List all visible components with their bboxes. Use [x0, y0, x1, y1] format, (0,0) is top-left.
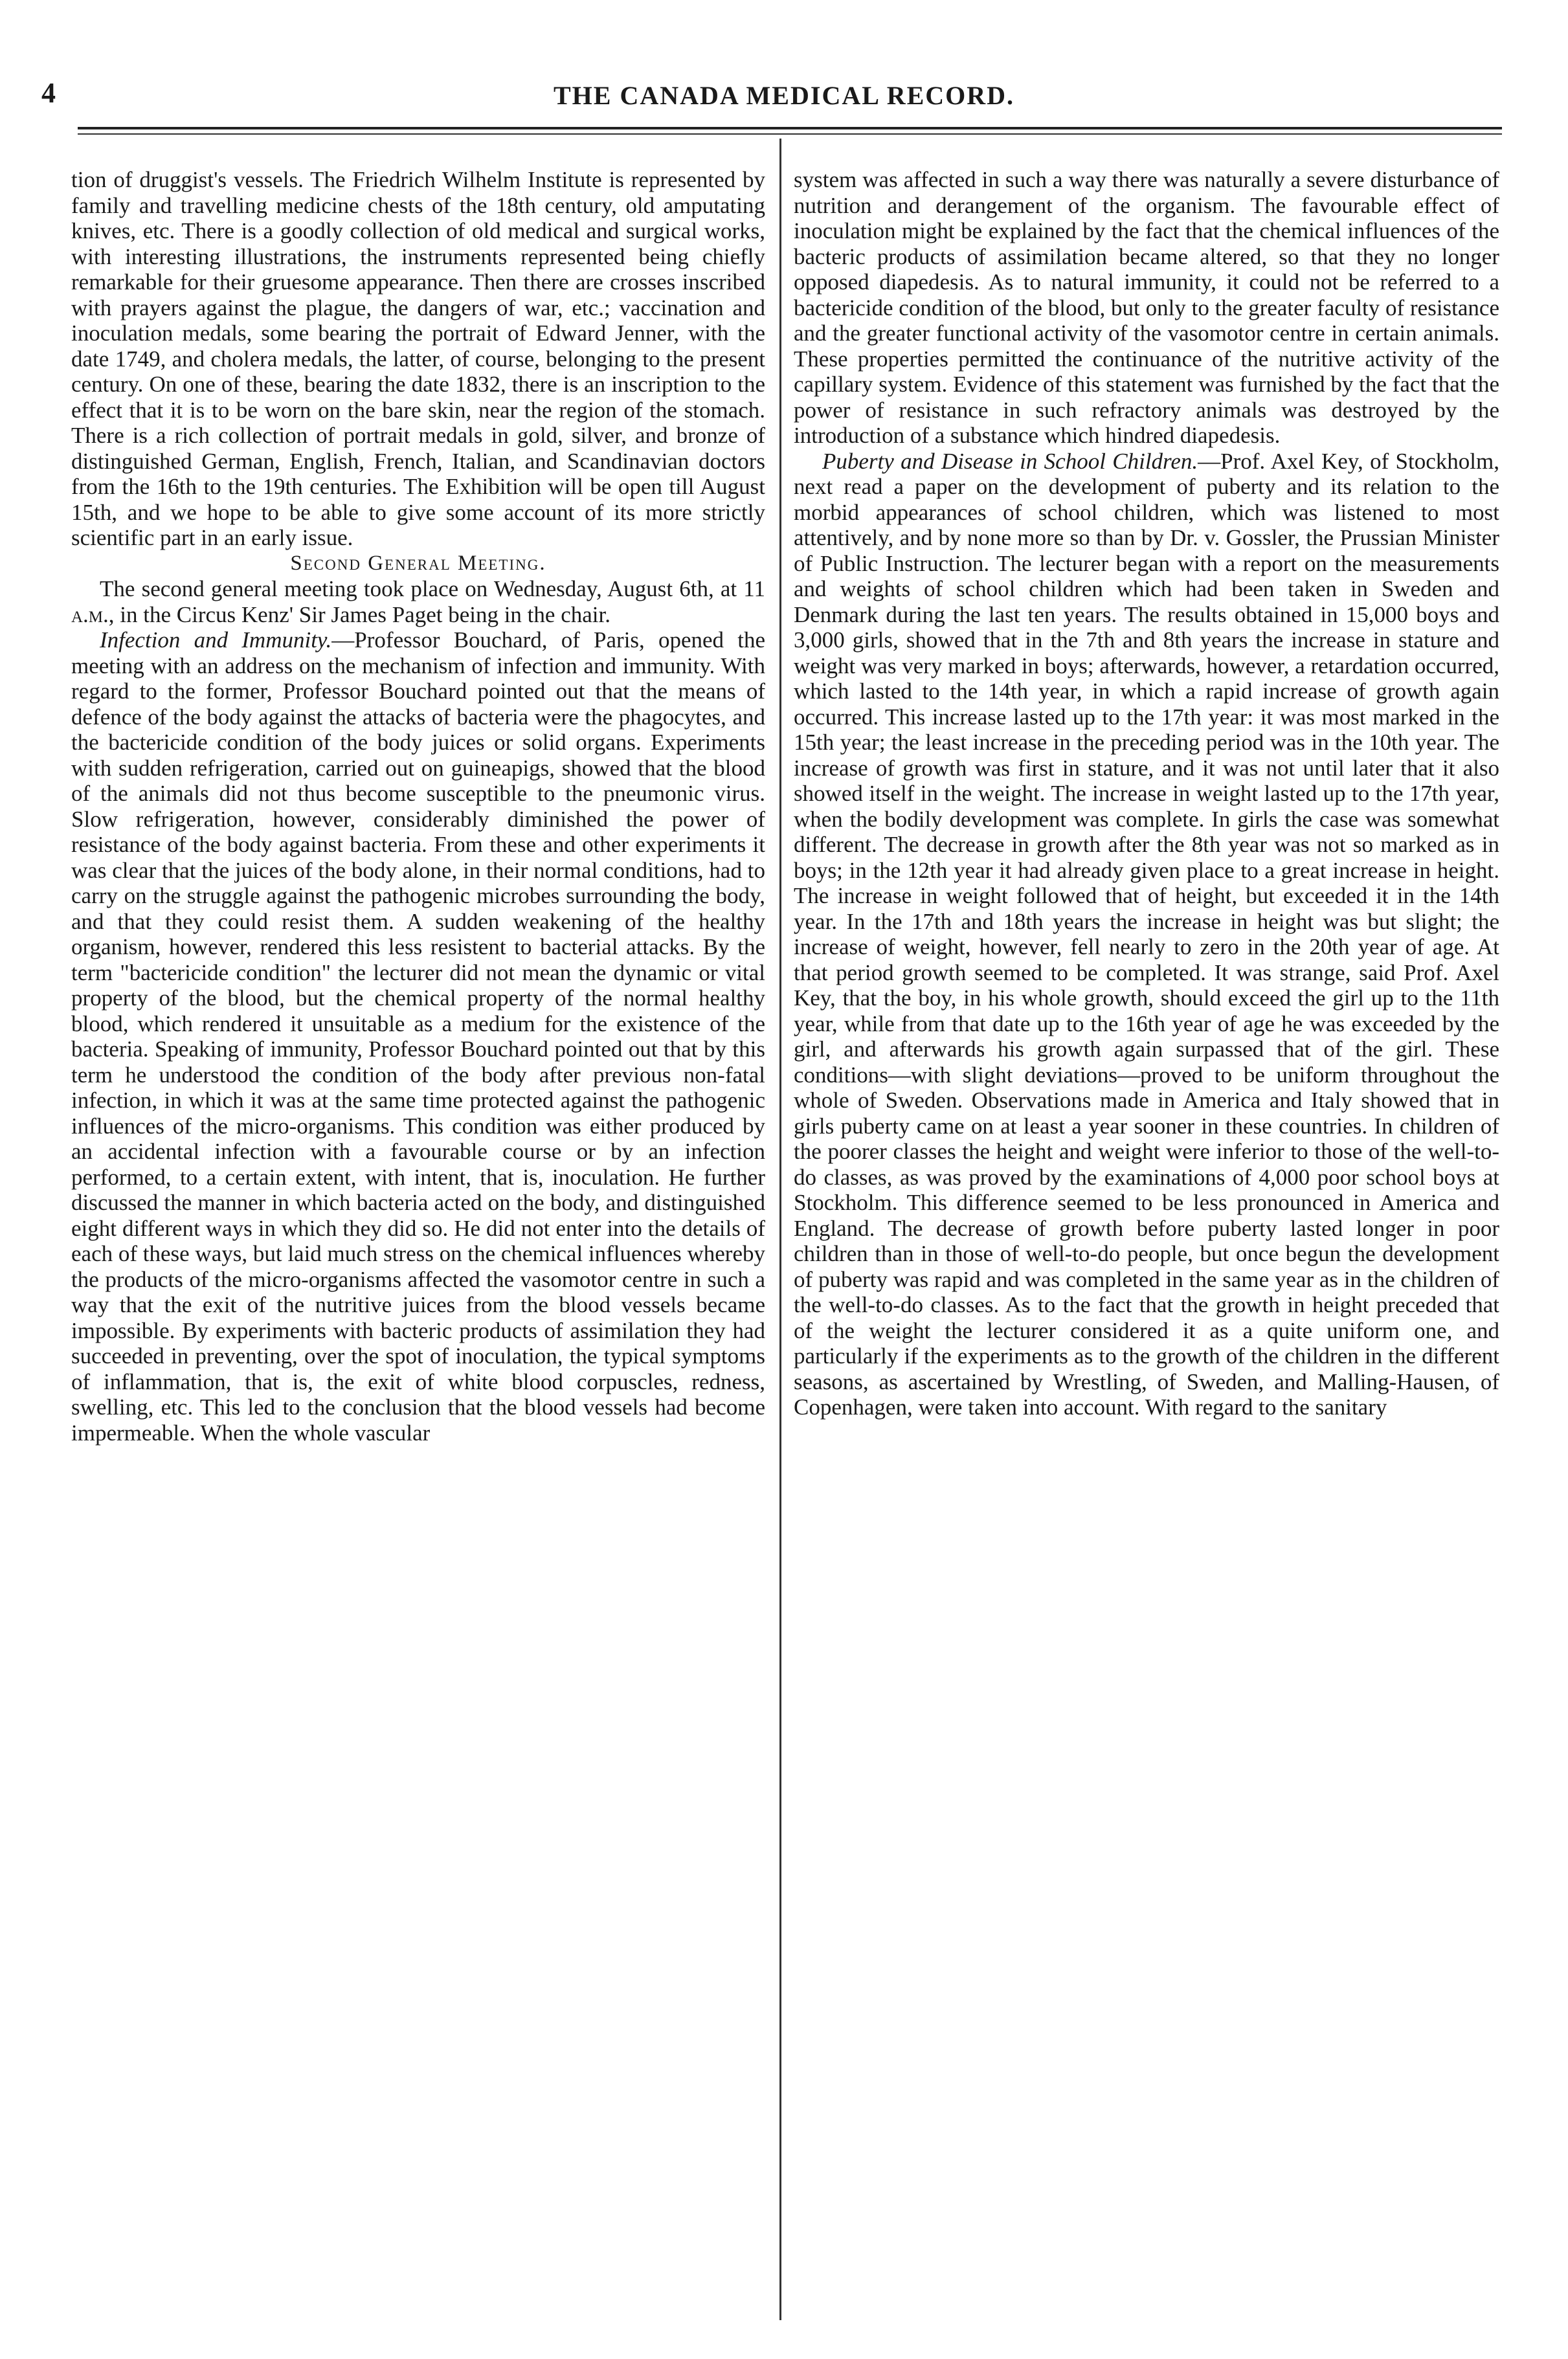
header-rule-thick: [78, 127, 1502, 129]
puberty-subhead: Puberty and Disease in School Children.: [822, 448, 1198, 474]
meeting-text-b: , in the Circus Kenz' Sir James Paget being in the chair.: [108, 601, 610, 627]
infection-subhead: Infection and Immunity.: [100, 627, 332, 653]
exhibition-paragraph: tion of druggist's vessels. The Friedrich Wilhelm Institute is represented by family and travelling medicine chests of the 18th century, old amputating knives, etc. There is a goodly collection of old medical and surgical works, with interesting illustrations, the instruments represented being chiefly remarkable for their gruesome appearance. Then there are crosses inscribed with prayers against the plague, the dangers of war, etc.; vaccination and inoculation medals, some bearing the portrait of Edward Jenner, with the date 1749, and cholera medals, the latter, of course, belonging to the present century. On one of these, bearing the date 1832, there is an inscription to the effect that it is to be worn on the bare skin, near the region of the stomach. There is a rich collection of portrait medals in gold, silver, and bronze of distinguished German, English, French, Italian, and Scandinavian doctors from the 16th to the 19th centuries. The Exhibition will be open till August 15th, and we hope to be able to give some account of its more strictly scientific part in an early issue.: [71, 167, 765, 550]
infection-paragraph: [71, 627, 765, 1446]
page-header: [0, 76, 1568, 122]
section-heading: Second General Meeting.: [290, 551, 546, 575]
meeting-time: a.m.: [71, 601, 109, 627]
header-rule-thin: [78, 133, 1502, 135]
left-column: [71, 167, 765, 2336]
page-number: 4: [41, 77, 56, 109]
puberty-paragraph: [794, 449, 1499, 1420]
running-head: THE CANADA MEDICAL RECORD.: [553, 81, 1015, 110]
infection-text: —Professor Bouchard, of Paris, opened the meeting with an address on the mechanism of infection and immunity. With regard to the former, Professor Bouchard pointed out that the means of defence of the body against the attacks of bacteria were the phagocytes, and the bactericide condition of the body juices or solid organs. Experiments with sudden refrigeration, carried out on guineapigs, showed that the blood of the animals did not thus become susceptible to the pneumonic virus. Slow refrigeration, however, considerably diminished the power of resistance of the body against bacteria. From these and other experiments it was clear that the juices of the body alone, in their normal conditions, had to carry on the struggle against the pathogenic microbes surrounding the body, and that they could resist them. A sudden weakening of the healthy organism, however, rendered this less resistent to bacterial attacks. By the term "bactericide condition" the lecturer did not mean the dynamic or vital property of the blood, but the chemical property of the normal healthy blood, which rendered it unsuitable as a medium for the existence of the bacteria. Speaking of immunity, Professor Bouchard pointed out that by this term he understood the condition of the body after previous non-fatal infection, in which it was at the same time protected against the pathogenic influences of the micro-organisms. This condition was either produced by an accidental infection with a favourable course or by an infection performed, to a certain extent, with intent, that is, inoculation. He further discussed the manner in which bacteria acted on the body, and distinguished eight different ways in which they did so. He did not enter into the details of each of these ways, but laid much stress on the chemical influences whereby the products of the micro-organisms affected the vasomotor centre in such a way that the exit of the nutritive juices from the blood vessels became impossible. By experiments with bacteric products of assimilation they had succeeded in preventing, over the spot of inoculation, the typical symptoms of inflammation, that is, the exit of white blood corpuscles, redness, swelling, etc. This led to the conclusion that the blood vessels had become impermeable. When the whole vascular: [71, 627, 765, 1446]
puberty-text: —Prof. Axel Key, of Stockholm, next read a paper on the development of puberty and its relation to the morbid appearances of school children, which was listened to most attentively, and by none more so than by Dr. v. Gossler, the Prussian Minister of Public Instruction. The lecturer began with a report on the measurements and weights of school children which had been taken in Sweden and Denmark during the last ten years. The results obtained in 15,000 boys and 3,000 girls, showed that in the 7th and 8th years the increase in stature and weight was very marked in boys; afterwards, however, a retardation occurred, which lasted to the 14th year, in which a rapid increase of growth again occurred. This increase lasted up to the 17th year: it was most marked in the 15th year; the least increase in the preceding period was in the 10th year. The increase of growth was first in stature, and it was not until later that it also showed itself in the weight. The increase in weight lasted up to the 17th year, when the bodily development was complete. In girls the case was somewhat different. The decrease in growth after the 8th year was not so marked as in boys; in the 12th year it had already given place to a great increase in height. The increase in weight followed that of height, but exceeded it in the 14th year. In the 17th and 18th years the increase in height was but slight; the increase of weight, however, fell nearly to zero in the 20th year of age. At that period growth seemed to be completed. It was strange, said Prof. Axel Key, that the boy, in his whole growth, should exceed the girl up to the 11th year, while from that date up to the 16th year of age he was exceeded by the girl, and afterwards his growth again surpassed that of the girl. These conditions—with slight deviations—proved to be uniform throughout the whole of Sweden. Observations made in America and Italy showed that in girls puberty came on at least a year sooner in these countries. In children of the poorer classes the height and weight were inferior to those of the well-to-do classes, as was proved by the examinations of 4,000 poor school boys at Stockholm. This difference seemed to be less pronounced in America and England. The decrease of growth before puberty lasted longer in poor children than in those of well-to-do people, but once begun the development of puberty was rapid and was completed in the same year as in the children of the well-to-do classes. As to the fact that the growth in height preceded that of the weight the lecturer considered it as a quite uniform one, and particularly if the experiments as to the growth of the children in the different seasons, as ascertained by Wrestling, of Sweden, and Malling-Hausen, of Copenhagen, were taken into account. With regard to the sanitary: [794, 448, 1499, 1420]
column-divider: [779, 139, 781, 2320]
right-column: [794, 167, 1499, 2336]
meeting-paragraph: [71, 576, 765, 627]
meeting-text-a: The second general meeting took place on Wednesday, August 6th, at 11: [100, 576, 765, 601]
immunity-continued-paragraph: system was affected in such a way there was naturally a severe disturbance of nutrition and derangement of the organism. The favourable effect of inoculation might be explained by the fact that the chemical influences of the bacteric products of assimilation became altered, so that they no longer opposed diapedesis. As to natural immunity, it could not be referred to a bactericide condition of the blood, but only to the greater faculty of resistance and the greater functional activity of the vasomotor centre in certain animals. These properties permitted the continuance of the nutritive activity of the capillary system. Evidence of this statement was furnished by the fact that the power of resistance in such refractory animals was destroyed by the introduction of a substance which hindred diapedesis.: [794, 167, 1499, 448]
